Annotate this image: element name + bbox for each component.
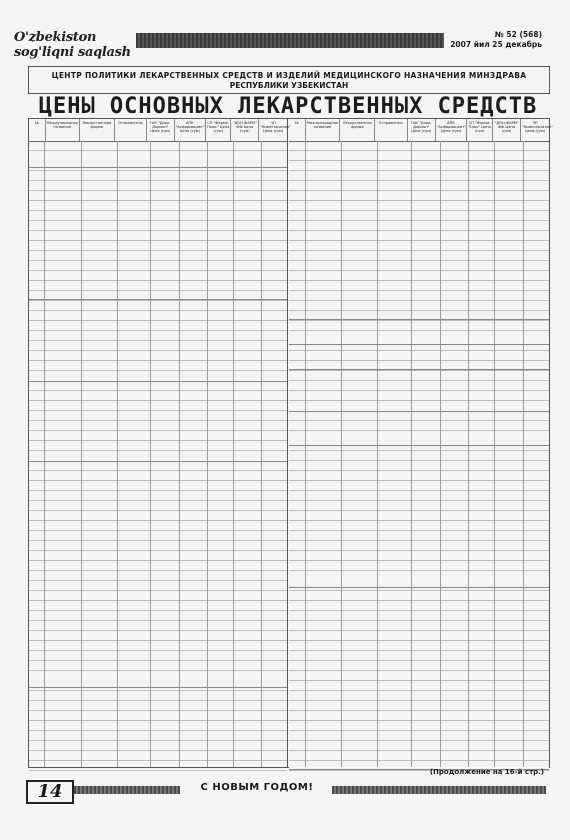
table-row	[289, 211, 549, 221]
column-rule	[261, 141, 262, 767]
table-row	[29, 511, 287, 521]
table-row	[289, 421, 549, 431]
table-row	[29, 271, 287, 281]
table-row	[289, 661, 549, 671]
section-band	[29, 679, 287, 688]
table-row	[29, 191, 287, 201]
section-band	[289, 311, 549, 320]
table-row	[289, 151, 549, 161]
column-header: СП "Фарма-Плюс" Цена (сум)	[467, 119, 493, 141]
page-title: ЦЕНЫ ОСНОВНЫХ ЛЕКАРСТВЕННЫХ СРЕДСТВ	[38, 94, 538, 119]
table-row	[29, 181, 287, 191]
table-row	[289, 551, 549, 561]
table-row	[29, 431, 287, 441]
table-row	[289, 261, 549, 271]
table-row	[289, 221, 549, 231]
table-row	[289, 531, 549, 541]
section-band	[289, 403, 549, 412]
table-row	[29, 141, 287, 151]
column-rule	[150, 141, 151, 767]
table-body-left	[29, 141, 287, 767]
table-row	[289, 181, 549, 191]
table-row	[29, 741, 287, 751]
column-rule	[81, 141, 82, 767]
table-row	[29, 751, 287, 761]
table-row	[289, 651, 549, 661]
table-row	[29, 441, 287, 451]
table-row	[29, 261, 287, 271]
section-band	[29, 453, 287, 462]
table-row	[289, 381, 549, 391]
table-row	[29, 471, 287, 481]
table-row	[289, 161, 549, 171]
table-row	[289, 391, 549, 401]
table-row	[29, 531, 287, 541]
column-rule	[207, 141, 208, 767]
table-row	[289, 741, 549, 751]
table-row	[289, 601, 549, 611]
table-row	[29, 361, 287, 371]
table-row	[29, 461, 287, 471]
section-band	[29, 373, 287, 382]
table-row	[289, 371, 549, 381]
column-rule	[117, 141, 118, 767]
table-row	[29, 171, 287, 181]
table-row	[289, 481, 549, 491]
table-row	[289, 691, 549, 701]
table-row	[29, 411, 287, 421]
table-row	[29, 391, 287, 401]
table-row	[29, 541, 287, 551]
column-rule	[440, 141, 441, 767]
page-number: 14	[26, 780, 74, 804]
table-row	[29, 401, 287, 411]
table-row	[29, 641, 287, 651]
table-row	[289, 301, 549, 311]
table-row	[289, 671, 549, 681]
column-rule	[468, 141, 469, 767]
table-row	[289, 201, 549, 211]
section-band	[29, 291, 287, 300]
table-row	[29, 201, 287, 211]
table-row	[289, 681, 549, 691]
table-row	[289, 191, 549, 201]
table-row	[29, 421, 287, 431]
table-row	[29, 331, 287, 341]
table-row	[289, 141, 549, 151]
table-row	[29, 661, 287, 671]
table-row	[289, 731, 549, 741]
table-row	[29, 731, 287, 741]
table-row	[289, 611, 549, 621]
column-header: СП "Фарма-Плюс" Цена (сум)	[206, 119, 232, 141]
issue-number: № 52 (568)	[494, 30, 542, 39]
table-row	[29, 591, 287, 601]
issue-info	[450, 30, 542, 50]
column-header: АПК "Асфармацевт" Цена (сум)	[436, 119, 468, 141]
table-row	[289, 461, 549, 471]
column-header: Международное название	[306, 119, 341, 141]
issue-date: 2007 йил 25 декабрь	[450, 40, 542, 49]
section-band	[289, 437, 549, 446]
table-row	[289, 751, 549, 761]
table-row	[289, 271, 549, 281]
table-row	[29, 211, 287, 221]
column-rule	[305, 141, 306, 767]
column-header: Международное название	[46, 119, 81, 141]
table-row	[289, 641, 549, 651]
table-row	[289, 451, 549, 461]
table-row	[29, 551, 287, 561]
table-row	[289, 711, 549, 721]
table-row	[289, 621, 549, 631]
masthead-logo	[14, 30, 144, 60]
table-body-right	[289, 141, 549, 767]
column-rule	[523, 141, 524, 767]
organization-line-2: РЕСПУБЛИКИ УЗБЕКИСТАН	[229, 81, 349, 90]
table-row	[29, 691, 287, 701]
table-row	[29, 521, 287, 531]
section-band	[289, 361, 549, 370]
table-row	[289, 511, 549, 521]
table-row	[289, 291, 549, 301]
table-row	[29, 231, 287, 241]
table-row	[289, 541, 549, 551]
column-header: ЧП "Кимёгарчилар" Цена (сум)	[260, 121, 291, 134]
column-header: Лекарственная форма	[80, 119, 115, 141]
table-row	[29, 381, 287, 391]
table-row	[29, 631, 287, 641]
table-row	[29, 601, 287, 611]
column-header: ГАК "Дори-Дармон" Цена (сум)	[408, 119, 436, 141]
column-rule	[233, 141, 234, 767]
table-row	[289, 501, 549, 511]
table-row	[289, 701, 549, 711]
table-row	[29, 251, 287, 261]
table-row	[289, 351, 549, 361]
table-row	[29, 581, 287, 591]
table-row	[289, 241, 549, 251]
column-header: АПК "Асфармацевт" Цена (сум)	[175, 119, 206, 141]
masthead-line-1: O'zbekiston	[14, 30, 97, 45]
column-header: Лекарственная форма	[340, 119, 375, 141]
table-row	[289, 231, 549, 241]
masthead-bar	[136, 33, 444, 48]
organization-header	[28, 66, 550, 94]
table-row	[29, 621, 287, 631]
footer-bar-left	[74, 786, 180, 794]
table-row	[29, 761, 287, 771]
column-header: №	[29, 119, 46, 141]
table-row	[29, 571, 287, 581]
table-row	[29, 321, 287, 331]
table-column-right	[289, 119, 553, 767]
masthead-line-2: sog'liqni saqlash	[14, 45, 131, 60]
table-row	[29, 341, 287, 351]
table-row	[289, 561, 549, 571]
column-rule	[44, 141, 45, 767]
table-row	[289, 321, 549, 331]
column-header: Отправитель	[375, 119, 408, 141]
table-row	[29, 351, 287, 361]
table-row	[29, 241, 287, 251]
table-row	[29, 651, 287, 661]
price-table	[28, 118, 553, 768]
table-row	[29, 611, 287, 621]
table-row	[289, 281, 549, 291]
table-row	[29, 491, 287, 501]
footer-greeting: С НОВЫМ ГОДОМ!	[200, 782, 314, 793]
section-band	[289, 336, 549, 345]
table-row	[289, 171, 549, 181]
table-row	[289, 631, 549, 641]
table-row	[29, 701, 287, 711]
continued-note: (Продолжение на 16-й стр.)	[429, 768, 544, 776]
table-row	[29, 221, 287, 231]
footer-bar-right	[332, 786, 546, 794]
section-band	[29, 159, 287, 168]
table-column-left	[29, 119, 291, 767]
column-header: "ДОН-ФАРМ" ФФ Цена (сум)	[231, 119, 259, 141]
table-row	[289, 721, 549, 731]
column-header: ГАК "Дори-Дармон" Цена (сум)	[147, 119, 175, 141]
table-row	[29, 301, 287, 311]
table-header-left	[29, 119, 291, 142]
table-row	[289, 491, 549, 501]
table-row	[29, 501, 287, 511]
column-header: ЧП "Кимёгарчилар" Цена (сум)	[522, 121, 553, 134]
table-row	[29, 311, 287, 321]
column-rule	[179, 141, 180, 767]
table-row	[289, 251, 549, 261]
section-band	[289, 579, 549, 588]
column-header: №	[289, 119, 306, 141]
column-rule	[494, 141, 495, 767]
column-rule	[411, 141, 412, 767]
table-row	[289, 471, 549, 481]
table-row	[289, 591, 549, 601]
column-rule	[377, 141, 378, 767]
organization-line-1: ЦЕНТР ПОЛИТИКИ ЛЕКАРСТВЕННЫХ СРЕДСТВ И ИЗДЕЛИЙ МЕДИЦИНСКОГО НАЗНАЧЕНИЯ МИНЗДРАВА	[51, 71, 527, 80]
table-row	[29, 721, 287, 731]
table-header-right	[289, 119, 553, 142]
column-rule	[341, 141, 342, 767]
table-row	[289, 521, 549, 531]
table-row	[29, 481, 287, 491]
table-row	[29, 561, 287, 571]
table-row	[29, 281, 287, 291]
table-row	[29, 711, 287, 721]
table-row	[289, 411, 549, 421]
column-header: "ДОН-ФАРМ" ФФ Цена (сум)	[493, 119, 521, 141]
column-header: Отправитель	[115, 119, 147, 141]
